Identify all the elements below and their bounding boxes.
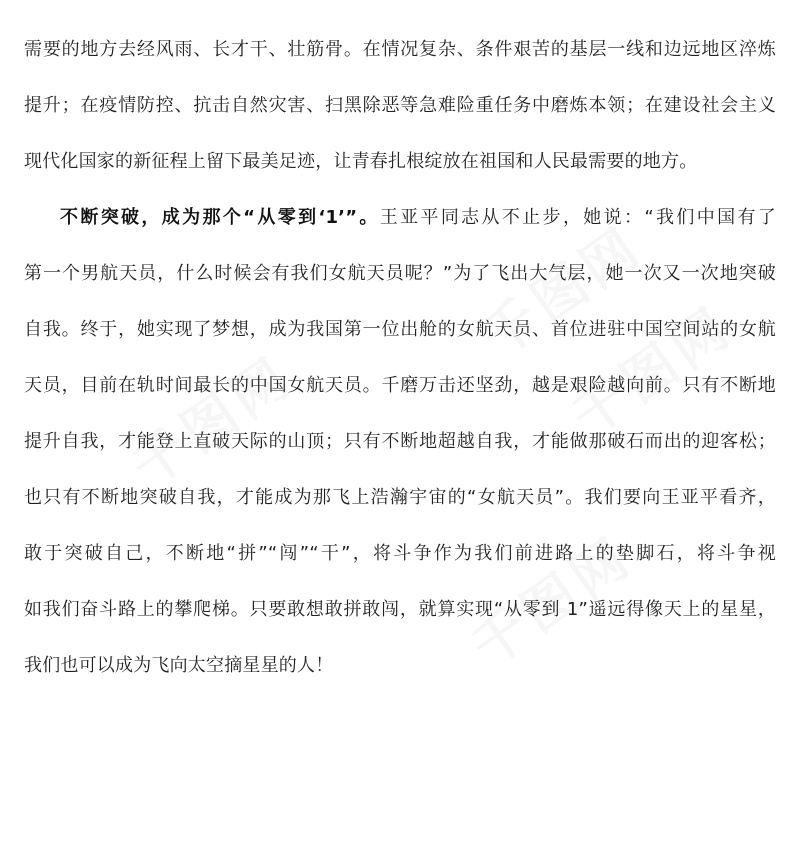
paragraph2-line-9: 我们也可以成为飞向太空摘星星的人！ (24, 655, 334, 676)
paragraph2-line-3: 自我。终于，她实现了梦想，成为我国第一位出舱的女航天员、首位进驻中国空间站的女航 (24, 319, 776, 340)
paragraph2-line-7: 敢于突破自己，不断地“拼”“闯”“干”，将斗争作为我们前进路上的垫脚石，将斗争视 (24, 543, 776, 564)
paragraph2-line-2: 第一个男航天员，什么时候会有我们女航天员呢？”为了飞出大气层，她一次又一次地突破 (24, 263, 776, 284)
paragraph1-line-2: 提升；在疫情防控、抗击自然灾害、扫黑除恶等急难险重任务中磨炼本领；在建设社会主义 (24, 95, 776, 116)
paragraph1-line-3: 现代化国家的新征程上留下最美足迹，让青春扎根绽放在祖国和人民最需要的地方。 (24, 151, 698, 172)
paragraph2-line-4: 天员，目前在轨时间最长的中国女航天员。千磨万击还坚劲，越是艰险越向前。只有不断地 (24, 375, 776, 396)
paragraph2-heading: 不断突破，成为那个“从零到‘1’”。 (60, 207, 380, 228)
paragraph2-line-8: 如我们奋斗路上的攀爬梯。只要敢想敢拼敢闯，就算实现“从零到 1”遥远得像天上的星星， (24, 599, 776, 620)
paragraph2-line-6: 也只有不断地突破自我，才能成为那飞上浩瀚宇宙的“女航天员”。我们要向王亚平看齐， (24, 487, 776, 508)
paragraph2-line-1 (24, 190, 776, 246)
paragraph1-line-1: 需要的地方去经风雨、长才干、壮筋骨。在情况复杂、条件艰苦的基层一线和边远地区淬炼 (24, 39, 776, 60)
paragraph2-first-line-rest: 王亚平同志从不止步，她说：“我们中国有了 (379, 207, 776, 228)
paragraph2-line-5: 提升自我，才能登上直破天际的山顶；只有不断地超越自我，才能做那破石而出的迎客松； (24, 431, 776, 452)
